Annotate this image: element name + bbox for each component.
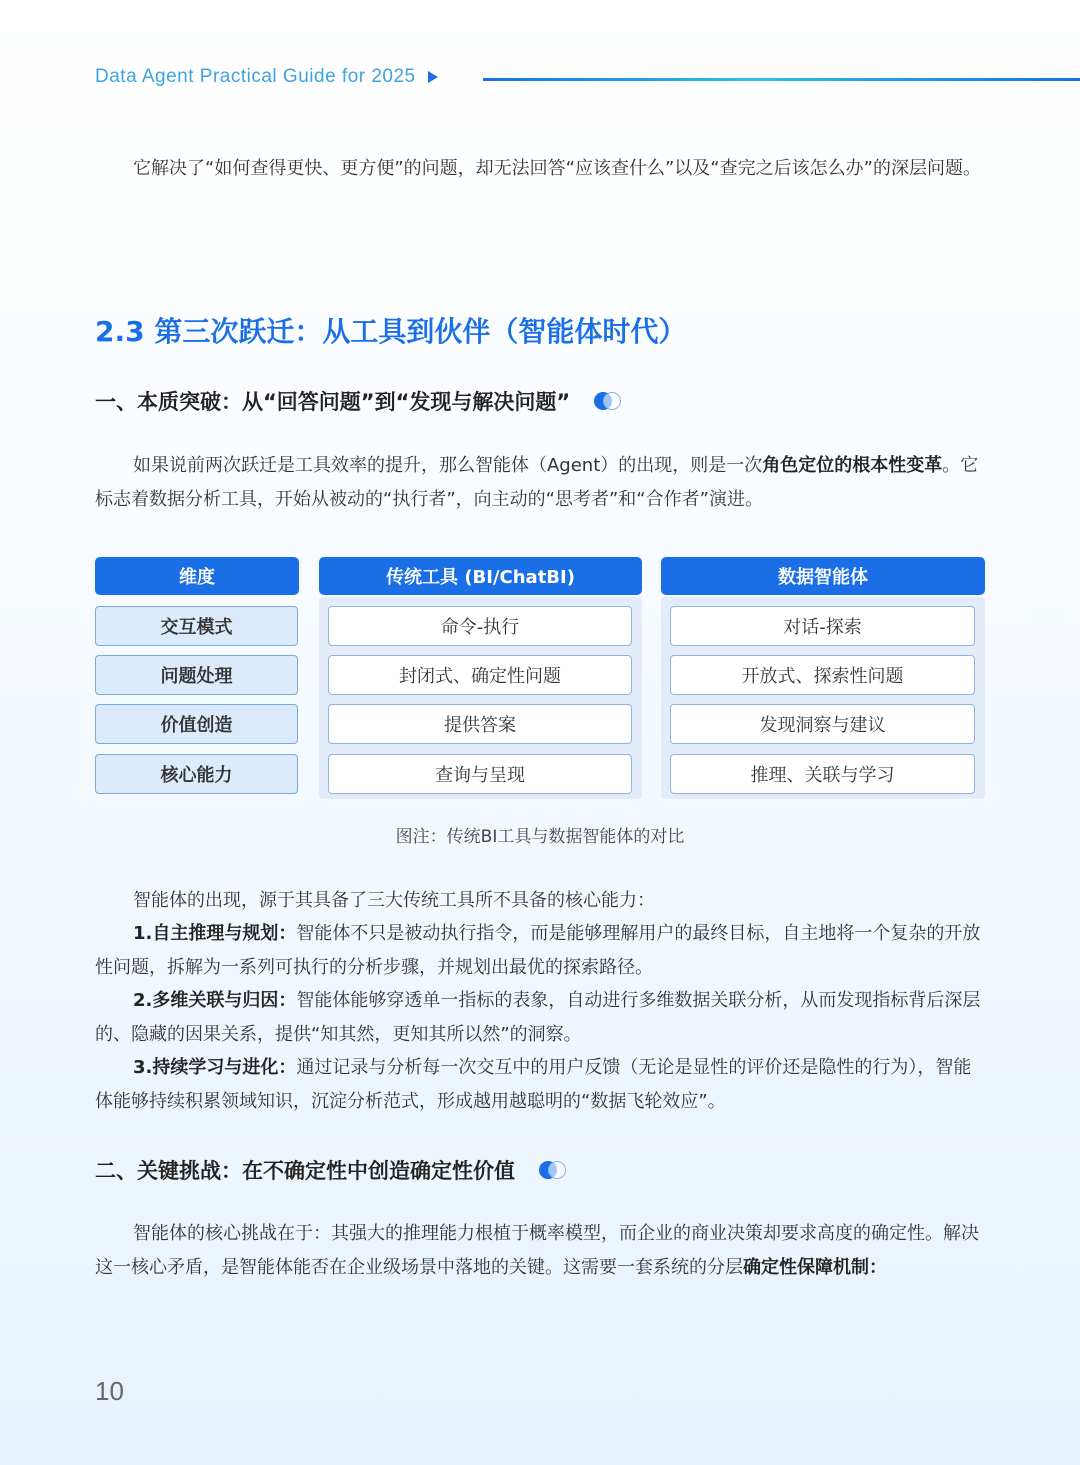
column-agent [661, 557, 985, 799]
sub2-paragraph [95, 1217, 985, 1284]
sub1-paragraph [95, 449, 985, 516]
capability-label: 3.持续学习与进化： [133, 1057, 297, 1078]
agent-cell: 推理、关联与学习 [670, 754, 975, 794]
agent-cell: 开放式、探索性问题 [670, 655, 975, 695]
header-agent: 数据智能体 [661, 557, 985, 595]
sub2-text-bold: 确定性保障机制： [743, 1256, 887, 1278]
agent-cell: 对话-探索 [670, 606, 975, 646]
sub2-text-a: 智能体的核心挑战在于：其强大的推理能力根植于概率模型，而企业的商业决策却要求高度的确定性。解决这一核心矛盾，是智能体能否在企业级场景中落地的关键。这需要一套系统的分层 [95, 1223, 979, 1278]
table-caption: 图注：传统BI工具与数据智能体的对比 [395, 827, 685, 847]
sub1-text-bold: 角色定位的根本性变革 [762, 455, 943, 476]
capability-1 [95, 917, 985, 984]
sub1-text-a: 如果说前两次跃迁是工具效率的提升，那么智能体（Agent）的出现，则是一次 [133, 455, 763, 476]
intro-paragraph: 它解决了“如何查得更快、更方便”的问题，却无法回答“应该查什么”以及“查完之后该怎么办”的深层问题。 [133, 158, 981, 179]
page-number: 10 [95, 1376, 124, 1406]
dim-cell: 价值创造 [95, 704, 298, 744]
dim-cell: 核心能力 [95, 754, 298, 794]
capability-2 [95, 984, 985, 1051]
capability-text: 通过记录与分析每一次交互中的用户反馈（无论是显性的评价还是隐性的行为），智能体能够持续积累领域知识，沉淀分析范式，形成越用越聪明的“数据飞轮效应”。 [95, 1057, 972, 1112]
section-title: 2.3 第三次跃迁：从工具到伙伴（智能体时代） [95, 315, 687, 348]
capability-label: 1.自主推理与规划： [133, 923, 297, 944]
dim-cell: 问题处理 [95, 655, 298, 695]
comparison-table [95, 557, 985, 799]
subheading-1-text: 一、本质突破：从“回答问题”到“发现与解决问题” [95, 390, 571, 414]
traditional-cell: 封闭式、确定性问题 [328, 655, 632, 695]
traditional-cell: 查询与呈现 [328, 754, 632, 794]
column-traditional [319, 557, 642, 799]
play-arrow-icon [428, 71, 438, 83]
capability-label: 2.多维关联与归因： [133, 990, 297, 1011]
column-dimension [95, 557, 299, 799]
agent-cell: 发现洞察与建议 [670, 704, 975, 744]
capability-3 [95, 1051, 985, 1118]
capability-text: 智能体不只是被动执行指令，而是能够理解用户的最终目标，自主地将一个复杂的开放性问题，拆解为一系列可执行的分析步骤，并规划出最优的探索路径。 [95, 923, 981, 978]
traditional-cell: 命令-执行 [328, 606, 632, 646]
subheading-1 [95, 386, 622, 416]
header-divider [483, 78, 1080, 81]
subheading-2-text: 二、关键挑战：在不确定性中创造确定性价值 [95, 1159, 515, 1183]
sub1-text-b: 。它标志着数据分析工具，开始从被动的“执行者”，向主动的“思考者”和“合作者”演进。 [95, 455, 979, 510]
header-traditional: 传统工具 (BI/ChatBI) [319, 557, 642, 595]
running-header [95, 66, 438, 88]
toggle-icon [594, 392, 622, 410]
capabilities-intro: 智能体的出现，源于其具备了三大传统工具所不具备的核心能力： [133, 890, 655, 911]
traditional-cell: 提供答案 [328, 704, 632, 744]
capability-text: 智能体能够穿透单一指标的表象，自动进行多维数据关联分析，从而发现指标背后深层的、隐藏的因果关系，提供“知其然，更知其所以然”的洞察。 [95, 990, 981, 1045]
subheading-2 [95, 1155, 567, 1185]
toggle-icon [539, 1161, 567, 1179]
header-dimension: 维度 [95, 557, 299, 595]
header-title: Data Agent Practical Guide for 2025 [95, 66, 416, 87]
dim-cell: 交互模式 [95, 606, 298, 646]
